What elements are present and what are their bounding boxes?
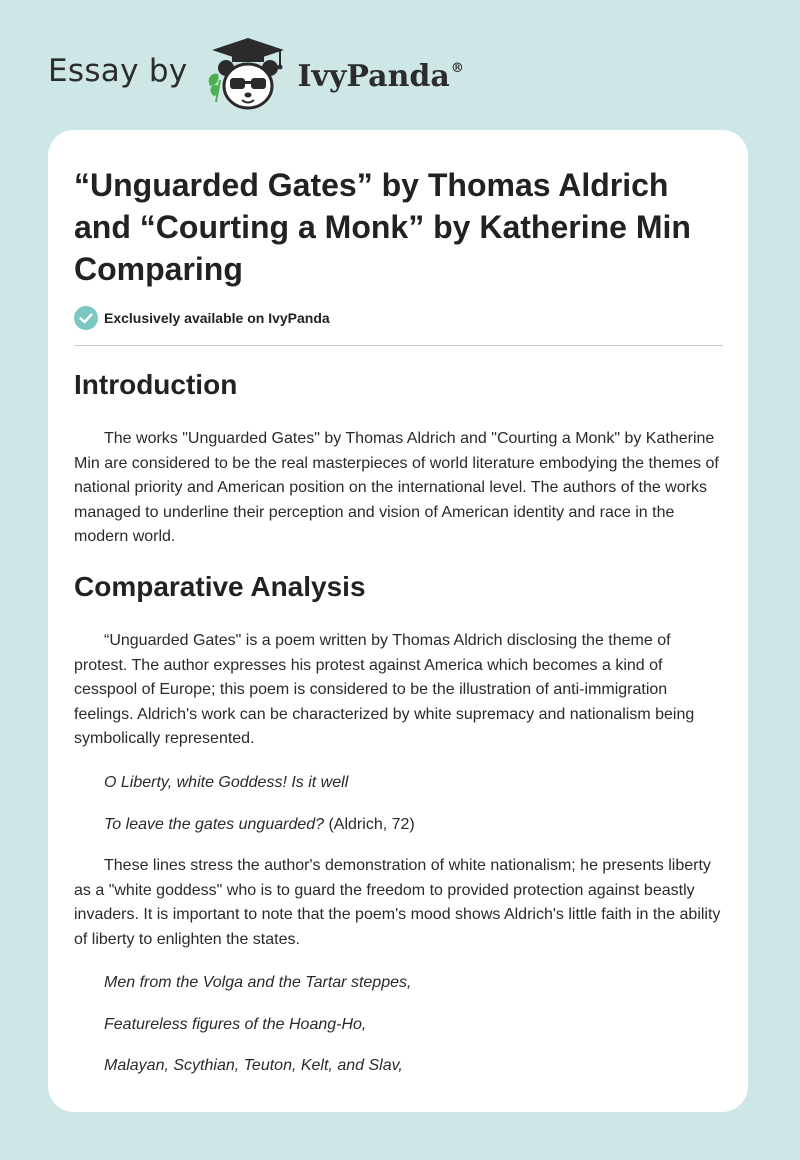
- poem-quote-line: Malayan, Scythian, Teuton, Kelt, and Slav,: [104, 1057, 403, 1074]
- essay-by-label: Essay by: [48, 53, 188, 89]
- panda-graduate-icon[interactable]: [204, 36, 292, 112]
- essay-card: [48, 130, 748, 1112]
- brand-name[interactable]: IvyPanda®: [297, 58, 464, 94]
- exclusive-badge: [74, 306, 330, 330]
- essay-title: “Unguarded Gates” by Thomas Aldrich and “Courting a Monk” by Katherine Min Comparing: [74, 167, 691, 287]
- poem-quote-line: Featureless figures of the Hoang-Ho,: [104, 1016, 367, 1033]
- poem-quote-line: To leave the gates unguarded? (Aldrich, 72): [104, 816, 415, 833]
- paragraph-analysis-2: These lines stress the author's demonstration of white nationalism; he presents liberty as a "white goddess" who is to guard the freedom to provided protection against beastly invaders. It is important to note that the poem's mood shows Aldrich's little faith in the ability of liberty to enlighten the states.: [74, 857, 721, 948]
- site-header: [48, 34, 464, 114]
- check-circle-icon: [74, 306, 98, 330]
- citation: (Aldrich, 72): [324, 816, 415, 833]
- exclusive-badge-label: Exclusively available on IvyPanda: [104, 310, 330, 326]
- poem-quote-line: Men from the Volga and the Tartar steppes,: [104, 974, 412, 991]
- paragraph-analysis-1: “Unguarded Gates" is a poem written by Thomas Aldrich disclosing the theme of protest. The author expresses his protest against America which becomes a kind of cesspool of Europe; this poem is considered to be the illustration of anti-immigration feelings. Aldrich's work can be characterized by white supremacy and nationalism being symbolically represented.: [74, 632, 695, 747]
- title-divider: [74, 345, 723, 346]
- section-heading-introduction: Introduction: [74, 369, 238, 400]
- paragraph-introduction: The works "Unguarded Gates" by Thomas Aldrich and "Courting a Monk" by Katherine Min are considered to be the real masterpieces of world literature embodying the themes of national priority and American position on the international level. The authors of the works managed to underline their perception and vision of American identity and race in the modern world.: [74, 430, 719, 545]
- section-heading-comparative-analysis: Comparative Analysis: [74, 571, 366, 602]
- poem-quote-line: O Liberty, white Goddess! Is it well: [104, 774, 349, 791]
